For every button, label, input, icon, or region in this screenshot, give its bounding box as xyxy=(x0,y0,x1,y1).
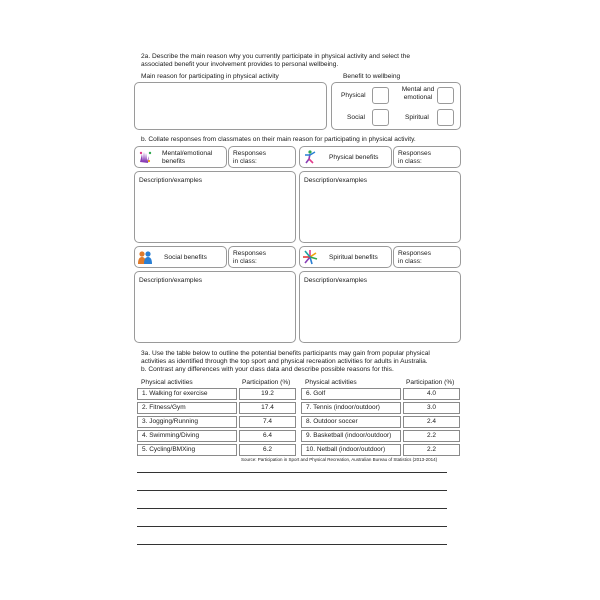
source-citation: Source: Participation in Sport and Physical Recreation, Australian Bureau of Statistics (2013-2014) xyxy=(241,457,438,462)
table-row-2-activity: 2. Fitness/Gym xyxy=(137,402,237,414)
table-row-6-activity: 6. Golf xyxy=(301,388,401,400)
physical-benefits-label: Physical benefits xyxy=(329,154,379,161)
table-row-10-activity: 10. Netball (indoor/outdoor) xyxy=(301,444,401,456)
table-row-3-pct: 7.4 xyxy=(239,416,296,428)
table-row-1-pct: 19.2 xyxy=(239,388,296,400)
mental-benefits-label: Mental/emotional benefits xyxy=(162,150,213,165)
table-row-8-pct: 2.4 xyxy=(403,416,460,428)
spiritual-benefits-header xyxy=(299,246,392,268)
table-row-5-pct: 6.2 xyxy=(239,444,296,456)
table-row-3-activity: 3. Jogging/Running xyxy=(137,416,237,428)
table-row-4-activity: 4. Swimming/Diving xyxy=(137,430,237,442)
left-col-participation-header: Participation (%) xyxy=(242,379,291,386)
social-benefits-header xyxy=(134,246,227,268)
q3-prompt-line3: b. Contrast any differences with your class data and describe possible reasons for this. xyxy=(141,366,394,373)
table-row-10-pct: 2.2 xyxy=(403,444,460,456)
benefit-mental-line1: Mental and xyxy=(401,86,435,93)
mental-description-box[interactable] xyxy=(134,171,296,243)
mental-responses-label: Responses in class: xyxy=(233,150,266,165)
answer-line-1[interactable] xyxy=(137,472,447,473)
answer-line-3[interactable] xyxy=(137,508,447,509)
answer-line-5[interactable] xyxy=(137,544,447,545)
right-col-participation-header: Participation (%) xyxy=(406,379,455,386)
table-row-7-activity: 7. Tennis (indoor/outdoor) xyxy=(301,402,401,414)
hands-icon xyxy=(137,149,153,165)
social-description-box[interactable] xyxy=(134,271,296,343)
table-row-1-activity: 1. Walking for exercise xyxy=(137,388,237,400)
physical-responses-box[interactable] xyxy=(393,146,461,168)
benefit-mental-label xyxy=(398,86,438,102)
table-row-4-pct: 6.4 xyxy=(239,430,296,442)
table-row-9-activity: 9. Basketball (indoor/outdoor) xyxy=(301,430,401,442)
physical-responses-label: Responses in class: xyxy=(398,150,431,165)
answer-line-4[interactable] xyxy=(137,526,447,527)
q3-prompt-line2: activities as identified through the top sport and physical recreation activities for adults in Australia. xyxy=(141,358,428,365)
social-benefits-label: Social benefits xyxy=(164,254,207,261)
spiritual-description-label: Description/examples xyxy=(304,277,368,284)
benefit-group xyxy=(331,82,461,130)
spiritual-responses-label: Responses in class: xyxy=(398,250,431,265)
benefit-spiritual-label: Spiritual xyxy=(405,114,429,121)
table-row-6-pct: 4.0 xyxy=(403,388,460,400)
benefit-label: Benefit to wellbeing xyxy=(343,73,401,80)
table-row-5-activity: 5. Cycling/BMXing xyxy=(137,444,237,456)
physical-benefits-header xyxy=(299,146,392,168)
q2a-prompt-line1: 2a. Describe the main reason why you currently participate in physical activity and select the xyxy=(141,53,411,60)
q2b-prompt: b. Collate responses from classmates on their main reason for participating in physical activity. xyxy=(141,136,416,143)
table-row-2-pct: 17.4 xyxy=(239,402,296,414)
table-row-9-pct: 2.2 xyxy=(403,430,460,442)
benefit-mental-line2: emotional xyxy=(403,94,433,101)
physical-description-box[interactable] xyxy=(299,171,461,243)
spiritual-responses-box[interactable] xyxy=(393,246,461,268)
mental-description-label: Description/examples xyxy=(139,177,203,184)
spiral-icon xyxy=(302,249,318,265)
people-icon xyxy=(137,249,153,265)
physical-description-label: Description/examples xyxy=(304,177,368,184)
q2a-prompt xyxy=(141,53,471,69)
spiritual-description-box[interactable] xyxy=(299,271,461,343)
social-responses-box[interactable] xyxy=(228,246,296,268)
benefit-physical-label: Physical xyxy=(341,92,366,99)
mental-benefits-header xyxy=(134,146,227,168)
q3-prompt xyxy=(141,350,471,374)
answer-line-2[interactable] xyxy=(137,490,447,491)
benefit-spiritual-checkbox[interactable] xyxy=(437,109,454,126)
mental-responses-box[interactable] xyxy=(228,146,296,168)
table-row-8-activity: 8. Outdoor soccer xyxy=(301,416,401,428)
benefit-mental-checkbox[interactable] xyxy=(437,87,454,104)
spiritual-benefits-label: Spiritual benefits xyxy=(329,254,378,261)
main-reason-label: Main reason for participating in physical activity xyxy=(141,73,279,80)
q2a-prompt-line2: associated benefit your involvement provides to personal wellbeing. xyxy=(141,61,339,68)
dancer-icon xyxy=(302,149,318,165)
social-description-label: Description/examples xyxy=(139,277,203,284)
social-responses-label: Responses in class: xyxy=(233,250,266,265)
q3-prompt-line1: 3a. Use the table below to outline the potential benefits participants may gain from popular physical xyxy=(141,350,430,357)
main-reason-textbox[interactable] xyxy=(134,82,327,130)
left-col-activity-header: Physical activities xyxy=(141,379,193,386)
benefit-social-label: Social xyxy=(347,114,365,121)
right-col-activity-header: Physical activities xyxy=(305,379,357,386)
benefit-social-checkbox[interactable] xyxy=(372,109,389,126)
benefit-physical-checkbox[interactable] xyxy=(372,87,389,104)
table-row-7-pct: 3.0 xyxy=(403,402,460,414)
